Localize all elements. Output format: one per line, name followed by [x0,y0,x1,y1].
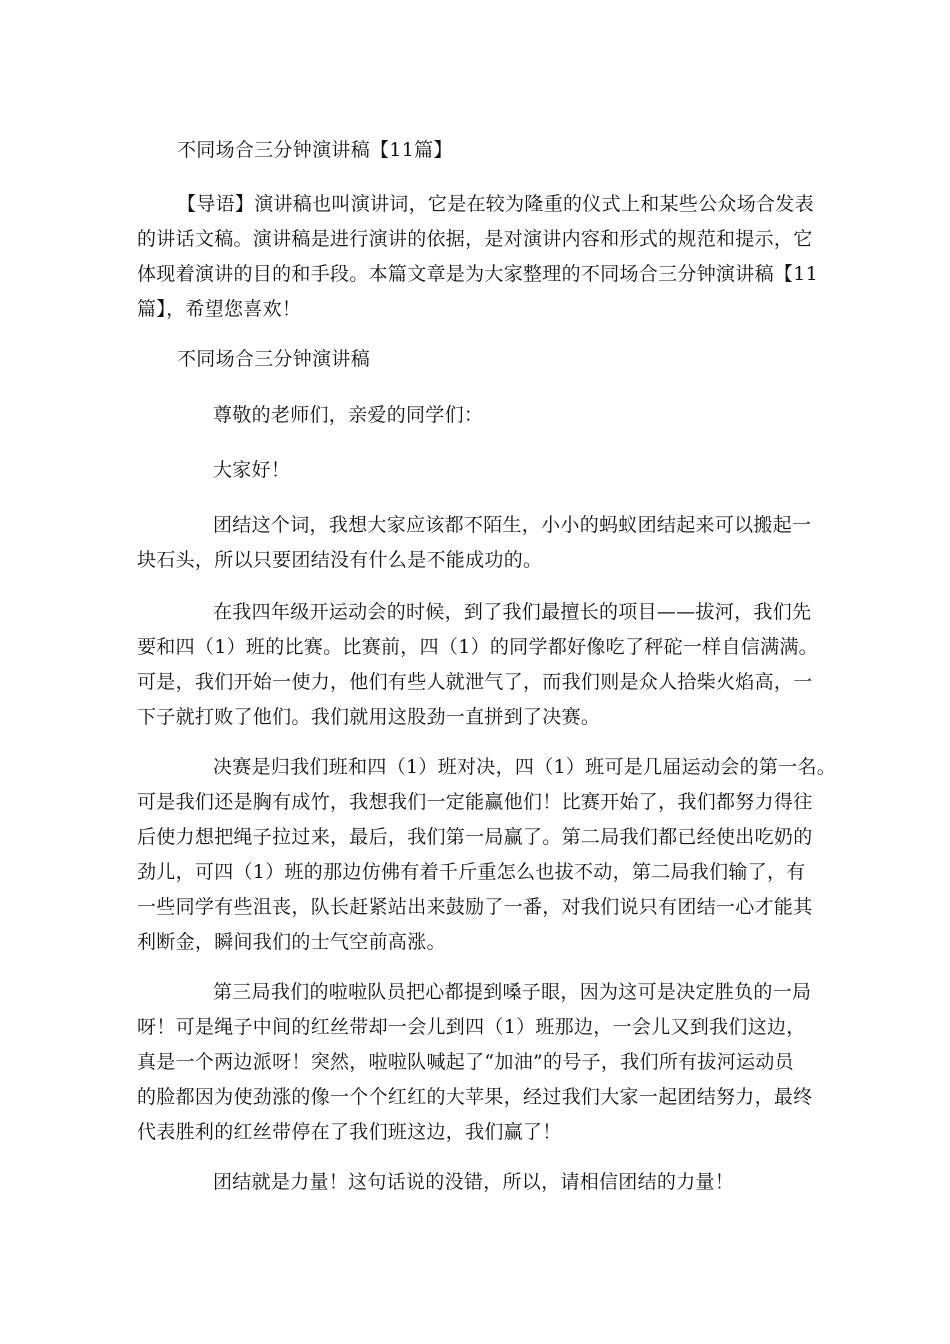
paragraph-line: 真是一个两边派呀！突然，啦啦队喊起了“加油”的号子，我们所有拔河运动员 [137,1051,794,1073]
paragraph-line: 一些同学有些沮丧，队长赶紧站出来鼓励了一番，对我们说只有团结一心才能其 [137,896,813,918]
paragraph-line: 团结这个词，我想大家应该都不陌生，小小的蚂蚁团结起来可以搬起一 [213,514,812,536]
paragraph-line: 要和四（1）班的比赛。比赛前，四（1）的同学都好像吃了秤砣一样自信满满。 [137,636,818,658]
paragraph-line: 下子就打败了他们。我们就用这股劲一直拼到了决赛。 [137,706,601,728]
greeting: 大家好！ [213,459,291,481]
paragraph-line: 在我四年级开运动会的时候，到了我们最擅长的项目——拔河，我们先 [213,601,812,623]
paragraph-line: 可是我们还是胸有成竹，我想我们一定能赢他们！比赛开始了，我们都努力得往 [137,791,813,813]
closing-line: 团结就是力量！这句话说的没错，所以，请相信团结的力量！ [213,1171,735,1193]
document-title: 不同场合三分钟演讲稿【11篇】 [177,139,453,161]
paragraph-line: 代表胜利的红丝带停在了我们班这边，我们赢了！ [137,1121,562,1143]
paragraph-line: 块石头，所以只要团结没有什么是不能成功的。 [137,549,543,571]
salutation: 尊敬的老师们，亲爱的同学们： [213,404,484,426]
intro-line: 【导语】演讲稿也叫演讲词，它是在较为隆重的仪式上和某些公众场合发表 [177,193,814,215]
paragraph-line: 利断金，瞬间我们的士气空前高涨。 [137,931,446,953]
intro-line: 体现着演讲的目的和手段。本篇文章是为大家整理的不同场合三分钟演讲稿【11 [137,263,818,285]
paragraph-line: 呀！可是绳子中间的红丝带却一会儿到四（1）班那边，一会儿又到我们这边， [137,1016,806,1038]
paragraph-line: 的脸都因为使劲涨的像一个个红红的大苹果，经过我们大家一起团结努力，最终 [137,1086,813,1108]
paragraph-line: 后使力想把绳子拉过来，最后，我们第一局赢了。第二局我们都已经使出吃奶的 [137,826,813,848]
paragraph-line: 劲儿，可四（1）班的那边仿佛有着千斤重怎么也拔不动，第二局我们输了，有 [137,861,806,883]
paragraph-line: 第三局我们的啦啦队员把心都提到嗓子眼，因为这可是决定胜负的一局 [213,981,812,1003]
intro-line: 篇】，希望您喜欢！ [137,298,302,320]
paragraph-line: 可是，我们开始一使力，他们有些人就泄气了，而我们则是众人拾柴火焰高，一 [137,671,813,693]
section-subtitle: 不同场合三分钟演讲稿 [177,348,371,370]
paragraph-line: 决赛是归我们班和四（1）班对决，四（1）班可是几届运动会的第一名。 [213,756,837,778]
intro-line: 的讲话文稿。演讲稿是进行演讲的依据，是对演讲内容和形式的规范和提示，它 [137,228,813,250]
